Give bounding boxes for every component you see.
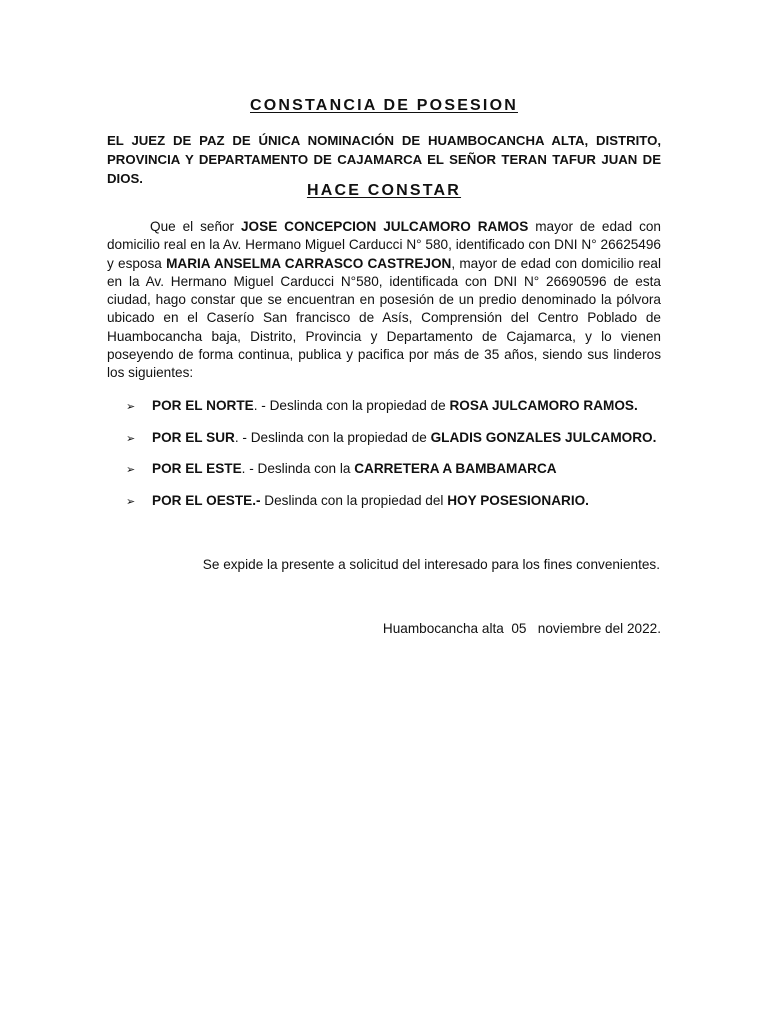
boundary-label: POR EL NORTE — [152, 398, 254, 413]
body-text-part-3: , mayor de edad con domicilio real en la Av. Hermano Miguel Carducci N°580, identificada con DNI N° 26690596 de esta ciudad, hago constar que se encuentran en posesión de un predio denominado la pólvora ubicado en el Caserío San francisco de Asís, Comprensión del Centro Poblado de Huambocancha baja, Distrito, Provincia y Departamento de Cajamarca, y lo vienen poseyendo de forma continua, publica y pacifica por más de 35 años, siendo sus linderos los siguientes: — [107, 255, 661, 381]
boundary-owner: CARRETERA A BAMBAMARCA — [354, 461, 557, 476]
boundary-text: . - Deslinda con la propiedad de — [253, 398, 450, 413]
arrowhead-bullet-icon: ➢ — [126, 464, 136, 476]
boundary-text: Deslinda con la propiedad del — [260, 492, 448, 508]
document-subtitle: HACE CONSTAR — [306, 182, 462, 199]
boundary-text: . - Deslinda con la — [241, 461, 355, 476]
arrowhead-bullet-icon: ➢ — [126, 495, 136, 508]
boundary-text: . - Deslinda con la propiedad de — [234, 429, 431, 445]
closing-statement: Se expide la presente a solicitud del interesado para los fines convenientes. — [202, 557, 660, 572]
boundary-label: POR EL SUR — [152, 429, 235, 445]
boundary-item-east — [126, 461, 686, 482]
arrowhead-bullet-icon: ➢ — [126, 401, 136, 413]
boundary-owner: HOY POSESIONARIO. — [447, 492, 589, 508]
boundary-owner: ROSA JULCAMORO RAMOS. — [449, 398, 638, 413]
boundaries-list — [126, 398, 686, 524]
boundary-item-west — [126, 493, 686, 514]
boundary-owner: GLADIS GONZALES JULCAMORO. — [430, 429, 657, 445]
boundary-item-south — [126, 430, 686, 451]
owner-name-2: MARIA ANSELMA CARRASCO CASTREJON — [166, 255, 452, 271]
document-title: CONSTANCIA DE POSESION — [250, 97, 518, 114]
date-line: Huambocancha alta 05 noviembre del 2022. — [382, 621, 661, 636]
boundary-label: POR EL ESTE — [152, 461, 242, 476]
body-text-part-1: Que el señor — [150, 219, 241, 234]
intro-paragraph: EL JUEZ DE PAZ DE ÚNICA NOMINACIÓN DE HUAMBOCANCHA ALTA, DISTRITO, PROVINCIA Y DEPARTAMENTO DE CAJAMARCA EL SEÑOR TERAN TAFUR JUAN DE DIOS. — [107, 133, 661, 186]
boundary-label: POR EL OESTE.- — [152, 492, 261, 508]
body-text-part-2: mayor de edad con domicilio real en la Av. Hermano Miguel Carducci N° 580, identificado con DNI N° 26625496 y esposa — [107, 219, 661, 271]
owner-name-1: JOSE CONCEPCION JULCAMORO RAMOS — [241, 219, 529, 234]
body-paragraph — [107, 218, 661, 383]
boundary-item-north — [126, 398, 686, 419]
arrowhead-bullet-icon: ➢ — [126, 432, 136, 445]
